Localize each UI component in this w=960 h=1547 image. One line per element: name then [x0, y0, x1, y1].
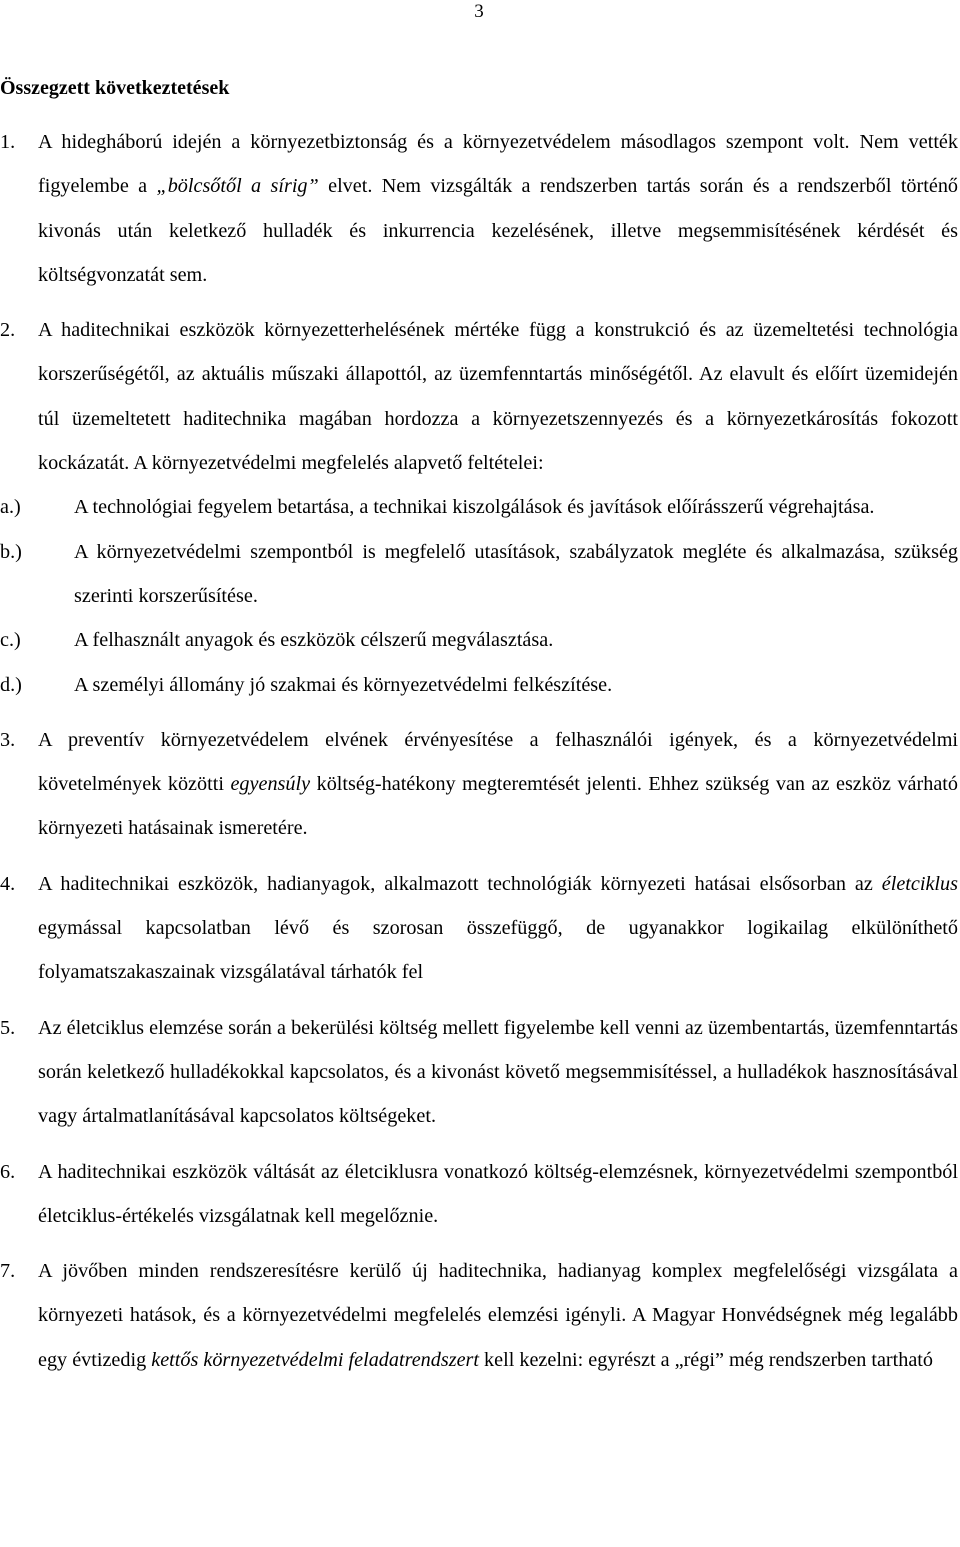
- sub-item-text: A felhasznált anyagok és eszközök célszerű megválasztása.: [74, 629, 554, 652]
- sub-item-c: [0, 618, 958, 662]
- list-item-7: [0, 1249, 958, 1382]
- text-part: költség-hatékony megteremtését jelenti. Ehhez szükség van az eszköz várható környezeti hatásainak ismeretére.: [38, 773, 958, 840]
- item-number: 2.: [0, 319, 16, 342]
- text-part: A preventív környezetvédelem elvének érvényesítése a felhasználói igények, és a környezetvédelmi követelmények közötti: [38, 728, 958, 796]
- list-item-1: [0, 120, 958, 297]
- text-part: A hidegháború idején a környezetbiztonság és a környezetvédelem másodlagos szempont volt. Nem vették figyelembe a: [38, 131, 958, 198]
- list-item-6: [0, 1150, 958, 1239]
- sub-item-d: [0, 663, 958, 707]
- section-heading: Összegzett következtetések: [0, 77, 230, 99]
- sub-item-letter: b.): [0, 540, 22, 563]
- italic-term: egyensúly: [230, 773, 311, 796]
- item-number: 5.: [0, 1016, 16, 1039]
- item-number: 4.: [0, 872, 16, 895]
- item-number: 1.: [0, 131, 16, 153]
- text-part: A haditechnikai eszközök, hadianyagok, alkalmazott technológiák környezeti hatásai elsősorban az: [38, 872, 882, 895]
- conclusions-list: [0, 120, 958, 1393]
- sub-item-text: A személyi állomány jó szakmai és környezetvédelmi felkészítése.: [74, 673, 613, 696]
- text-part: elvet. Nem vizsgálták a rendszerben tartás során és a rendszerből történő kivonás után keletkező hulladék és inkurrencia kezelésének, illetve megsemmisítésének kérdését és költségvonzatát sem.: [38, 175, 959, 286]
- italic-term: kettős környezetvédelmi feladatrendszert: [151, 1348, 479, 1371]
- list-item-5: [0, 1006, 958, 1139]
- item-text: Az életciklus elemzése során a bekerülési költség mellett figyelembe kell venni az üzembentartás, üzemfenntartás során keletkező hulladékokkal kapcsolatos, és a kivonást követő megsemmisítéssel, a hulladékok hasznosításával vagy ártalmatlanításával kapcsolatos költségeket.: [38, 1016, 958, 1128]
- sub-item-letter: d.): [0, 673, 22, 696]
- item-number: 6.: [0, 1160, 16, 1183]
- item-text: [38, 862, 958, 995]
- item-text: [38, 120, 958, 297]
- italic-term: „bölcsőtől a sírig”: [156, 175, 319, 198]
- italic-term: életciklus: [881, 872, 958, 895]
- sub-item-a: [0, 485, 958, 529]
- list-item-4: [0, 862, 958, 995]
- list-item-3: [0, 718, 958, 851]
- page-number: 3: [474, 1, 484, 22]
- sub-item-letter: a.): [0, 496, 21, 519]
- sub-item-letter: c.): [0, 629, 21, 652]
- item-text: [38, 1249, 958, 1382]
- item-number: 7.: [0, 1260, 16, 1283]
- text-part: egymással kapcsolatban lévő és szorosan összefüggő, de ugyanakkor logikailag elkülöníthető folyamatszakaszainak vizsgálatával tárhatók fel: [38, 917, 958, 984]
- item-text: A haditechnikai eszközök váltását az életciklusra vonatkozó költség-elemzésnek, környezetvédelmi szempontból életciklus-értékelés vizsgálatnak kell megelőznie.: [38, 1160, 958, 1227]
- sub-item-text: A technológiai fegyelem betartása, a technikai kiszolgálások és javítások előírásszerű végrehajtása.: [74, 496, 875, 519]
- item-text: A haditechnikai eszközök környezetterhelésének mértéke függ a konstrukció és az üzemeltetési technológia korszerűségétől, az aktuális műszaki állapottól, az üzemfenntartás minőségétől. Az elavult és előírt üzemidején túl üzemeltetett haditechnika magában hordozza a környezetszennyezés és a környezetkárosítás fokozott kockázatát. A környezetvédelmi megfelelés alapvető feltételei:: [38, 319, 958, 475]
- list-item-2: [0, 308, 958, 707]
- text-part: kell kezelni: egyrészt a „régi” még rendszerben tartható: [479, 1348, 933, 1371]
- item-text: [38, 718, 958, 851]
- text-part: A jövőben minden rendszeresítésre kerülő új haditechnika, hadianyag komplex megfelelőségi vizsgálata a környezeti hatások, és a környezetvédelmi megfelelés elemzési igényli. A Magyar Honvédségnek még legalább egy évtizedig: [38, 1260, 958, 1371]
- item-number: 3.: [0, 728, 16, 751]
- sub-item-b: [0, 530, 958, 619]
- sub-item-text: A környezetvédelmi szempontból is megfelelő utasítások, szabályzatok megléte és alkalmazása, szükség szerinti korszerűsítése.: [74, 540, 958, 607]
